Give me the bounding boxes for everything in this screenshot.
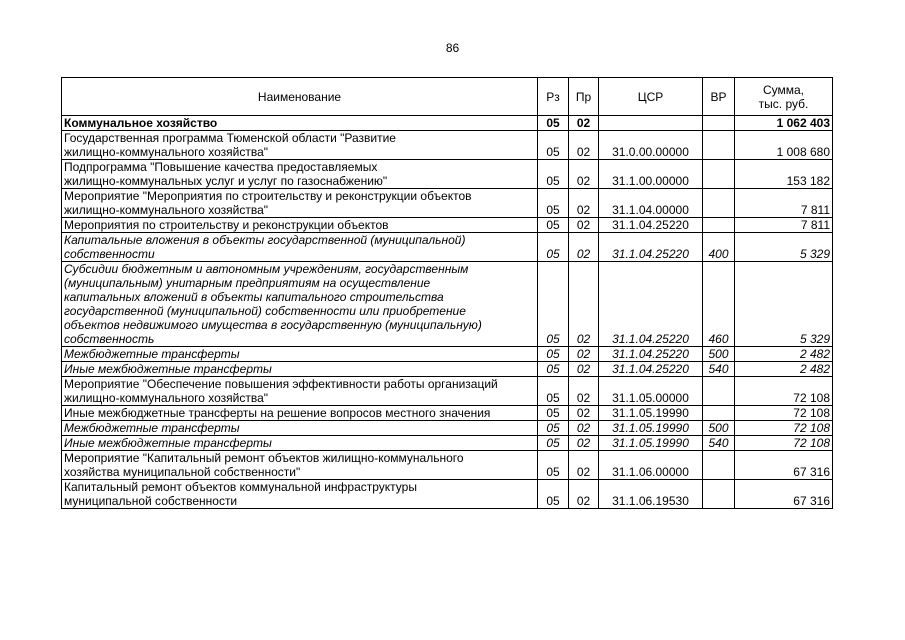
row-sum-cell: 67 316	[735, 480, 833, 509]
row-rz-cell: 05	[538, 189, 569, 218]
row-name-cell: Капитальные вложения в объекты государственной (муниципальной) собственности	[62, 233, 538, 262]
row-name-cell: Мероприятие "Мероприятия по строительству и реконструкции объектов жилищно-коммунального хозяйства"	[62, 189, 538, 218]
row-sum-cell: 72 108	[735, 421, 833, 436]
header-name: Наименование	[62, 78, 538, 116]
row-pr-cell: 02	[569, 377, 599, 406]
row-vr-cell: 460	[703, 262, 735, 347]
row-vr-cell	[703, 406, 735, 421]
row-sum-cell: 2 482	[735, 347, 833, 362]
row-csr-cell: 31.1.05.19990	[599, 406, 703, 421]
row-rz-cell: 05	[538, 160, 569, 189]
row-name-cell: Иные межбюджетные трансферты	[62, 362, 538, 377]
row-pr-cell: 02	[569, 421, 599, 436]
header-pr: Пр	[569, 78, 599, 116]
table-row	[62, 189, 833, 218]
table-row	[62, 451, 833, 480]
row-sum-cell: 7 811	[735, 189, 833, 218]
table-row	[62, 347, 833, 362]
row-pr-cell: 02	[569, 189, 599, 218]
row-csr-cell: 31.1.04.00000	[599, 189, 703, 218]
row-name-cell: Мероприятие "Обеспечение повышения эффективности работы организаций жилищно-коммунального хозяйства"	[62, 377, 538, 406]
row-sum-cell: 72 108	[735, 377, 833, 406]
table-row	[62, 377, 833, 406]
row-sum-cell: 5 329	[735, 262, 833, 347]
row-sum-cell: 67 316	[735, 451, 833, 480]
row-pr-cell: 02	[569, 436, 599, 451]
row-csr-cell	[599, 116, 703, 131]
row-name-cell: Межбюджетные трансферты	[62, 421, 538, 436]
row-vr-cell	[703, 377, 735, 406]
row-rz-cell: 05	[538, 406, 569, 421]
row-rz-cell: 05	[538, 347, 569, 362]
row-pr-cell: 02	[569, 406, 599, 421]
row-rz-cell: 05	[538, 421, 569, 436]
row-name-cell: Мероприятие "Капитальный ремонт объектов жилищно-коммунального хозяйства муниципальной собственности"	[62, 451, 538, 480]
row-sum-cell: 2 482	[735, 362, 833, 377]
row-vr-cell	[703, 451, 735, 480]
row-vr-cell: 540	[703, 362, 735, 377]
row-pr-cell: 02	[569, 262, 599, 347]
header-vr: ВР	[703, 78, 735, 116]
row-sum-cell: 1 062 403	[735, 116, 833, 131]
row-vr-cell: 400	[703, 233, 735, 262]
row-name-cell: Государственная программа Тюменской области "Развитие жилищно-коммунального хозяйства"	[62, 131, 538, 160]
row-csr-cell: 31.0.00.00000	[599, 131, 703, 160]
header-rz: Рз	[538, 78, 569, 116]
row-sum-cell: 7 811	[735, 218, 833, 233]
row-csr-cell: 31.1.04.25220	[599, 233, 703, 262]
row-rz-cell: 05	[538, 362, 569, 377]
row-vr-cell	[703, 131, 735, 160]
table-body	[62, 116, 833, 509]
row-pr-cell: 02	[569, 131, 599, 160]
row-pr-cell: 02	[569, 362, 599, 377]
row-pr-cell: 02	[569, 451, 599, 480]
row-sum-cell: 72 108	[735, 436, 833, 451]
row-name-cell: Иные межбюджетные трансферты на решение вопросов местного значения	[62, 406, 538, 421]
row-rz-cell: 05	[538, 233, 569, 262]
row-name-cell: Подпрограмма "Повышение качества предоставляемых жилищно-коммунальных услуг и услуг по газоснабжению"	[62, 160, 538, 189]
row-vr-cell: 540	[703, 436, 735, 451]
table-row	[62, 362, 833, 377]
row-csr-cell: 31.1.00.00000	[599, 160, 703, 189]
table-row	[62, 406, 833, 421]
row-csr-cell: 31.1.06.19530	[599, 480, 703, 509]
row-vr-cell: 500	[703, 421, 735, 436]
row-name-cell: Межбюджетные трансферты	[62, 347, 538, 362]
table-row	[62, 233, 833, 262]
row-rz-cell: 05	[538, 262, 569, 347]
row-name-cell: Мероприятия по строительству и реконструкции объектов	[62, 218, 538, 233]
header-sum: Сумма, тыс. руб.	[735, 78, 833, 116]
row-pr-cell: 02	[569, 480, 599, 509]
row-sum-cell: 5 329	[735, 233, 833, 262]
row-rz-cell: 05	[538, 436, 569, 451]
row-csr-cell: 31.1.04.25220	[599, 347, 703, 362]
table-row	[62, 480, 833, 509]
row-name-cell: Иные межбюджетные трансферты	[62, 436, 538, 451]
row-rz-cell: 05	[538, 131, 569, 160]
row-pr-cell: 02	[569, 347, 599, 362]
row-sum-cell: 72 108	[735, 406, 833, 421]
row-csr-cell: 31.1.06.00000	[599, 451, 703, 480]
row-csr-cell: 31.1.04.25220	[599, 262, 703, 347]
header-csr: ЦСР	[599, 78, 703, 116]
table-row	[62, 131, 833, 160]
row-csr-cell: 31.1.04.25220	[599, 362, 703, 377]
row-csr-cell: 31.1.05.00000	[599, 377, 703, 406]
row-pr-cell: 02	[569, 160, 599, 189]
row-vr-cell: 500	[703, 347, 735, 362]
row-rz-cell: 05	[538, 480, 569, 509]
table-row	[62, 218, 833, 233]
table-row	[62, 421, 833, 436]
row-rz-cell: 05	[538, 377, 569, 406]
row-rz-cell: 05	[538, 218, 569, 233]
row-vr-cell	[703, 116, 735, 131]
row-vr-cell	[703, 218, 735, 233]
row-pr-cell: 02	[569, 233, 599, 262]
row-csr-cell: 31.1.05.19990	[599, 436, 703, 451]
budget-table	[61, 77, 833, 509]
row-pr-cell: 02	[569, 116, 599, 131]
row-csr-cell: 31.1.05.19990	[599, 421, 703, 436]
row-sum-cell: 153 182	[735, 160, 833, 189]
row-rz-cell: 05	[538, 116, 569, 131]
row-sum-cell: 1 008 680	[735, 131, 833, 160]
row-rz-cell: 05	[538, 451, 569, 480]
page-number: 86	[445, 41, 460, 55]
row-csr-cell: 31.1.04.25220	[599, 218, 703, 233]
row-vr-cell	[703, 480, 735, 509]
table-row	[62, 160, 833, 189]
row-name-cell: Субсидии бюджетным и автономным учреждениям, государственным (муниципальным) унитарным предприятиям на осуществление капитальных вложений в объекты капитального строительства государственной (муниципальной) собственности или приобретение объектов недвижимого имущества в государственную (муниципальную) собственность	[62, 262, 538, 347]
row-vr-cell	[703, 160, 735, 189]
row-name-cell: Коммунальное хозяйство	[62, 116, 538, 131]
table-row	[62, 436, 833, 451]
row-name-cell: Капитальный ремонт объектов коммунальной инфраструктуры муниципальной собственности	[62, 480, 538, 509]
table-row	[62, 116, 833, 131]
table-row	[62, 262, 833, 347]
table-header-row	[62, 78, 833, 116]
row-pr-cell: 02	[569, 218, 599, 233]
row-vr-cell	[703, 189, 735, 218]
